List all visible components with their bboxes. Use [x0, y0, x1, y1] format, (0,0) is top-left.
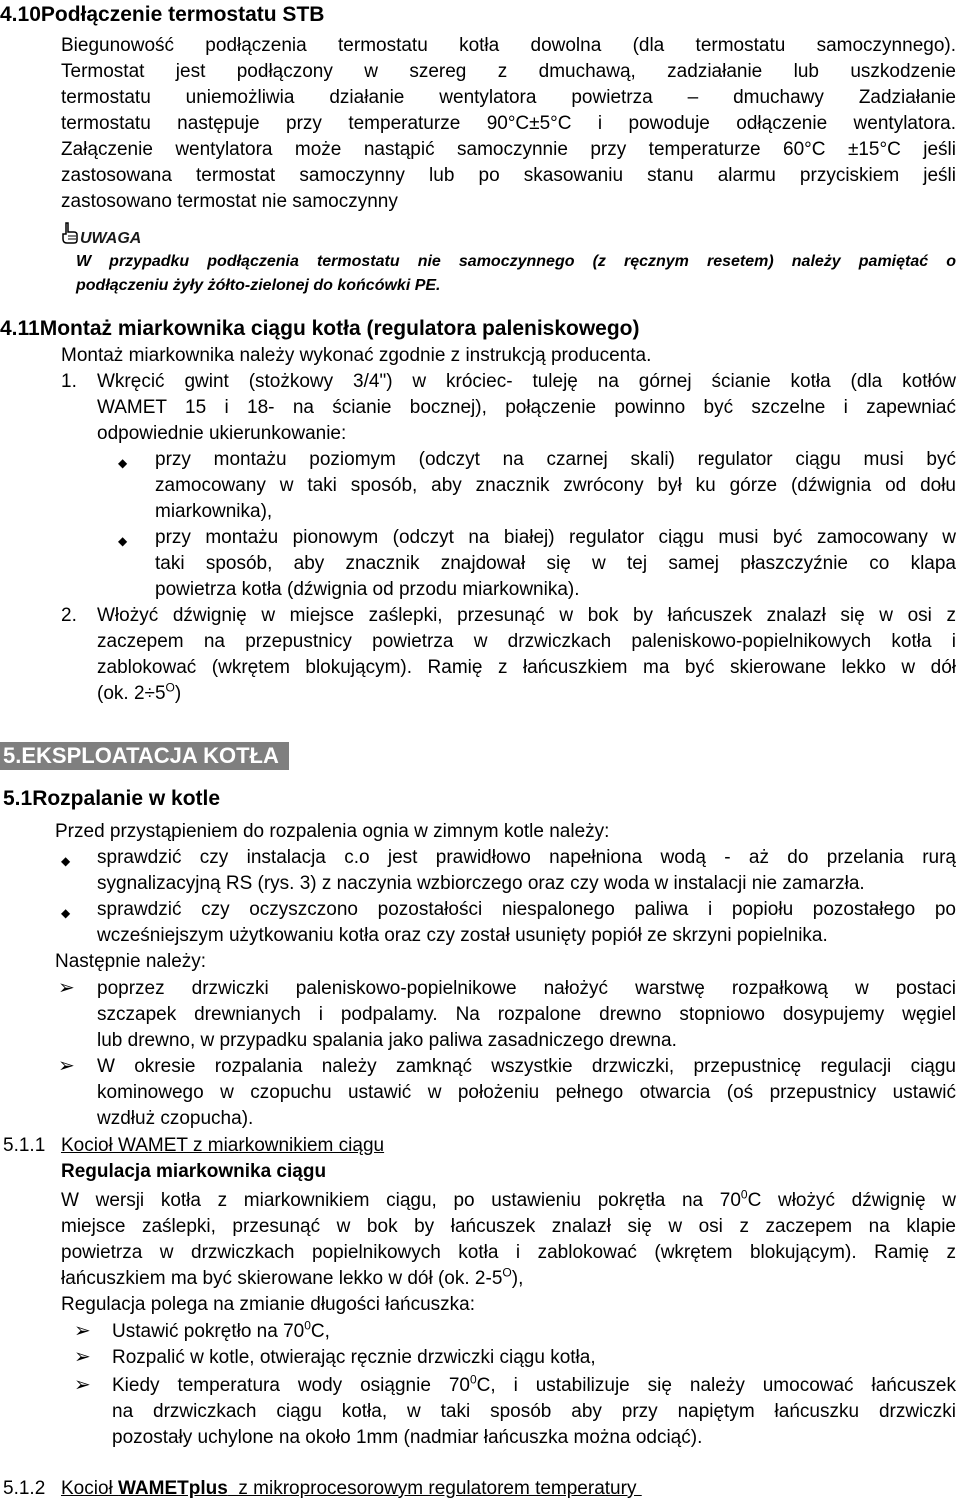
- arrow-item-2: [97, 1054, 956, 1132]
- diamond-bullet-icon: ◆: [61, 854, 71, 868]
- text-line: zamocowany w taki sposób, aby znacznik zwrócony był ku górze (dźwignia od dołu: [155, 475, 956, 496]
- arrow-bullet-icon: ➢: [74, 1374, 91, 1396]
- warning-text: [76, 250, 956, 298]
- text-line: taki sposób, aby znacznik znajdował się w tej samej płaszczyźnie co klapa: [155, 553, 956, 574]
- bullet-item-1: [97, 845, 956, 897]
- regulation-title: Regulacja miarkownika ciągu: [61, 1161, 327, 1182]
- text-line: na drzwiczkach ciągu kotła, w taki sposób aby przy napiętym łańcuszku drzwiczki: [112, 1401, 956, 1422]
- list-number: 1.: [61, 371, 77, 392]
- text-line: [112, 1373, 956, 1399]
- superscript: O: [502, 1265, 512, 1280]
- text-fragment: Ustawić pokrętło na 70: [112, 1321, 305, 1342]
- list-item-2: [97, 603, 956, 707]
- text-line: Regulacja polega na zmianie długości łańcuszka:: [61, 1294, 476, 1315]
- intro-text: Montaż miarkownika należy wykonać zgodnie z instrukcją producenta.: [61, 345, 652, 366]
- regulation-step-3: [112, 1373, 956, 1451]
- text-fragment: C, i ustabilizuje się należy umocować łańcuszek: [476, 1375, 956, 1396]
- text-fragment: 5: [154, 683, 166, 704]
- text-line: odpowiednie ukierunkowanie:: [97, 423, 347, 444]
- list-item-1: [97, 369, 956, 447]
- regulation-step-1: [112, 1319, 956, 1345]
- text-line: poprzez drzwiczki paleniskowo-popielnikowe nałożyć warstwę rozpałkową w postaci: [97, 978, 956, 999]
- text-fragment: C włożyć dźwignię w: [747, 1190, 956, 1211]
- text-line: Wkręcić gwint (stożkowy 3/4") w króciec- tuleję na górnej ścianie kotła (dla kotłów: [97, 371, 956, 392]
- text-line: sprawdzić czy instalacja c.o jest prawidłowo napełniona wodą - aż do przelania rurą: [97, 847, 956, 868]
- superscript: 0: [740, 1187, 748, 1202]
- text-line: wcześniejszym użytkowaniu kotła oraz czy został usunięty popiół ze skrzyni popielnika.: [97, 925, 828, 946]
- text-line: miejsce zaślepki, przesunąć w bok by łańcuszek znalazł się w osi z zaczepem na klapie: [61, 1216, 956, 1237]
- bullet-item-2: [97, 897, 956, 949]
- text-line: Następnie należy:: [55, 951, 207, 972]
- arrow-bullet-icon: ➢: [74, 1320, 91, 1342]
- text-fragment: (ok. 2: [97, 683, 145, 704]
- text-fragment: łańcuszkiem ma być skierowane lekko w dół (ok. 2-5: [61, 1268, 503, 1289]
- text-fragment: ): [174, 683, 182, 704]
- list-number: 2.: [61, 605, 77, 626]
- intro-text: Przed przystąpieniem do rozpalenia ognia w zimnym kotle należy:: [55, 821, 610, 842]
- text-fragment: z mikroprocesorowym regulatorem temperatury: [227, 1478, 642, 1499]
- text-line: WAMET 15 i 18- na ścianie bocznej), połączenie powinno być szczelne i zapewniać: [97, 397, 956, 418]
- text-line: kominowego w czopuchu ustawić w położeniu pełnego otwarcia (oś przepustnicy ustawić: [97, 1082, 956, 1103]
- text-line: przy montażu pionowym (odczyt na białej) regulator ciągu musi być zamocowany w: [155, 527, 956, 548]
- text-line: miarkownika),: [155, 501, 273, 522]
- text-fragment: W wersji kotła z miarkownikiem ciągu, po ustawieniu pokrętła na 70: [61, 1190, 741, 1211]
- text-line: lub drewno, w przypadku spalania jako paliwa zasadniczego drewna.: [97, 1030, 677, 1051]
- arrow-bullet-icon: ➢: [58, 1055, 75, 1077]
- next-steps-label: [55, 949, 956, 975]
- subsection-number: 5.1.2: [3, 1478, 46, 1499]
- arrow-bullet-icon: ➢: [74, 1346, 91, 1368]
- subsection-number: 5.1.1: [3, 1135, 46, 1156]
- text-line: termostatu uniemożliwia działanie wentylatora powietrza – dmuchawy Zadziałanie: [61, 87, 956, 108]
- text-line: [97, 681, 956, 707]
- arrow-bullet-icon: ➢: [58, 977, 75, 999]
- superscript: O: [165, 680, 175, 695]
- subsection-5-1-1-title: Kocioł WAMET z miarkownikiem ciągu: [61, 1135, 385, 1156]
- text-line: [61, 1266, 956, 1292]
- section-5-1-title: 5.1Rozpalanie w kotle: [3, 787, 221, 810]
- text-fragment: C,: [310, 1321, 330, 1342]
- text-fragment: WAMETplus: [118, 1478, 228, 1499]
- text-line: szczapek drewnianych i podpalamy. Na rozpalone drewno stopniowo dosypujemy węgiel: [97, 1004, 956, 1025]
- text-line: zaczepem na przepustnicy powietrza w drzwiczkach paleniskowo-popielnikowych kotła i: [97, 631, 956, 652]
- text-line: [112, 1319, 956, 1345]
- text-line: sygnalizacyjną RS (rys. 3) z naczynia wzbiorczego oraz czy woda w instalacji nie zamarzła.: [97, 873, 865, 894]
- section-4-11-title: 4.11Montaż miarkownika ciągu kotła (regulatora paleniskowego): [0, 317, 640, 340]
- text-line: wzdłuż czopucha).: [97, 1108, 254, 1129]
- text-fragment: Kiedy temperatura wody osiągnie 70: [112, 1375, 470, 1396]
- text-line: Biegunowość podłączenia termostatu kotła dowolna (dla termostatu samoczynnego).: [61, 35, 956, 56]
- warning-title: UWAGA: [80, 230, 142, 247]
- text-line: W okresie rozpalania należy zamknąć wszystkie drzwiczki, przepustnicę regulacji ciągu: [97, 1056, 956, 1077]
- chapter-5-title: 5.EKSPLOATACJA KOTŁA: [0, 742, 289, 770]
- arrow-item-1: [97, 976, 956, 1054]
- diamond-bullet-icon: ◆: [118, 456, 128, 470]
- regulation-text: [61, 1188, 956, 1318]
- text-line: Załączenie wentylatora może nastąpić samoczynnie przy temperaturze 60°C ±15°C jeśli: [61, 139, 956, 160]
- section-5-1-intro: [55, 819, 956, 845]
- sub-item-2: [155, 525, 956, 603]
- text-fragment: ),: [511, 1268, 524, 1289]
- text-line: Rozpalić w kotle, otwierając ręcznie drzwiczki ciągu kotła,: [112, 1347, 596, 1368]
- text-fragment: Kocioł: [61, 1478, 119, 1499]
- text-line: przy montażu poziomym (odczyt na czarnej skali) regulator ciągu musi być: [155, 449, 956, 470]
- text-line: termostatu następuje przy temperaturze 90°C±5°C i powoduje odłączenie wentylatora.: [61, 113, 956, 134]
- text-line: zablokować (wkrętem blokującym). Ramię z łańcuszkiem ma być skierowane lekko w dół: [97, 657, 956, 678]
- superscript: 0: [304, 1318, 311, 1333]
- text-line: zastosowano termostat nie samoczynny: [61, 191, 398, 212]
- division-sign: ÷: [144, 683, 155, 704]
- diamond-bullet-icon: ◆: [118, 534, 128, 548]
- section-4-10-title: 4.10Podłączenie termostatu STB: [0, 3, 325, 26]
- sub-item-1: [155, 447, 956, 525]
- text-line: [61, 1188, 956, 1214]
- warning-line: W przypadku podłączenia termostatu nie samoczynnego (z ręcznym resetem) należy pamiętać o: [76, 253, 956, 270]
- text-line: Włożyć dźwignię w miejsce zaślepki, przesunąć w bok by łańcuszek znalazł się w osi z: [97, 605, 956, 626]
- warning-line: podłączeniu żyły żółto-zielonej do końcówki PE.: [76, 277, 441, 294]
- text-line: powietrza kotła (dźwignia od przodu miarkownika).: [155, 579, 580, 600]
- text-line: Termostat jest podłączony w szereg z dmuchawą, zadziałanie lub uszkodzenie: [61, 61, 956, 82]
- diamond-bullet-icon: ◆: [61, 906, 71, 920]
- text-line: powietrza w drzwiczkach popielnikowych kotła i zablokować (wkrętem blokującym). Ramię z: [61, 1242, 956, 1263]
- regulation-step-2: [112, 1345, 956, 1371]
- section-4-11-intro: [61, 343, 956, 369]
- text-line: sprawdzić czy oczyszczono pozostałości niespalonego paliwa i popiołu pozostałego po: [97, 899, 956, 920]
- text-line: pozostały uchylone na około 1mm (nadmiar łańcuszka można odciąć).: [112, 1427, 703, 1448]
- subsection-5-1-2-title: [61, 1476, 642, 1502]
- pointing-hand-icon: [60, 222, 78, 244]
- section-4-10-body: [61, 33, 956, 215]
- text-line: zastosowana termostat samoczynny lub po skasowaniu stanu alarmu przyciskiem jeśli: [61, 165, 956, 186]
- superscript: 0: [469, 1372, 477, 1387]
